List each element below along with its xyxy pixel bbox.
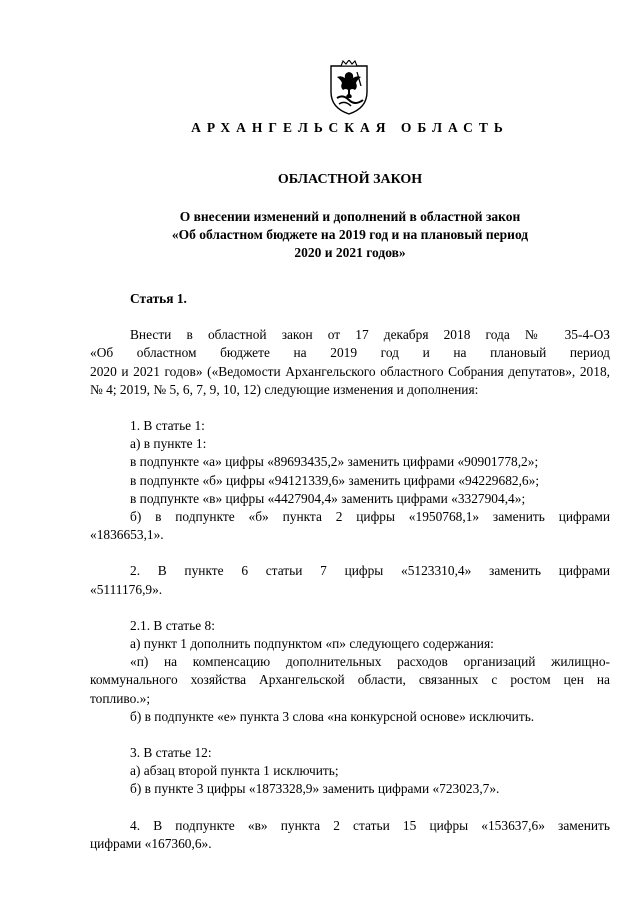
- section-2-1-quote: «п) на компенсацию дополнительных расходов организаций жилищно-: [130, 654, 610, 670]
- arkhangelsk-coat-of-arms-icon: [327, 60, 371, 116]
- section-4-paragraph-rest: цифрами «167360,6».: [90, 835, 212, 851]
- section-3-item-a: а) абзац второй пункта 1 исключить;: [130, 763, 339, 779]
- subject-line: 2020 и 2021 годов»: [294, 245, 406, 260]
- intro-paragraph-rest: 2020 и 2021 годов» («Ведомости Архангельского областного Собрания депутатов», 2018, № 4; 2019, № 5, 6, 7, 9, 10, 12) следующие изменения и дополнения:: [90, 363, 610, 397]
- section-2-1-item-a: а) пункт 1 дополнить подпунктом «п» следующего содержания:: [130, 636, 494, 652]
- section-2-1-item-b: б) в подпункте «е» пункта 3 слова «на конкурсной основе» исключить.: [130, 708, 535, 724]
- article-body: [90, 290, 610, 853]
- section-1-subitem: в подпункте «б» цифры «94121339,6» заменить цифрами «94229682,6»;: [130, 472, 540, 488]
- section-1-item-b: б) в подпункте «б» пункта 2 цифры «1950768,1» заменить цифрами: [130, 509, 610, 525]
- section-1-item-a: а) в пункте 1:: [130, 436, 207, 452]
- section-1-title: 1. В статье 1:: [130, 418, 205, 434]
- section-2-1-quote-line: коммунального хозяйства Архангельской области, связанных с ростом цен на: [90, 672, 610, 688]
- section-3-item-b: б) в пункте 3 цифры «1873328,9» заменить цифрами «723023,7».: [130, 781, 500, 797]
- region-name: АРХАНГЕЛЬСКАЯ ОБЛАСТЬ: [191, 120, 509, 135]
- article-heading: Статья 1.: [130, 291, 187, 306]
- section-3-title: 3. В статье 12:: [130, 745, 212, 761]
- section-4-paragraph: 4. В подпункте «в» пункта 2 статьи 15 цифры «153637,6» заменить: [130, 817, 610, 833]
- section-1-subitem: в подпункте «а» цифры «89693435,2» заменить цифрами «90901778,2»;: [130, 454, 539, 470]
- section-2-1-title: 2.1. В статье 8:: [130, 617, 215, 633]
- law-type-title: ОБЛАСТНОЙ ЗАКОН: [277, 172, 423, 187]
- section-2-paragraph: 2. В пункте 6 статьи 7 цифры «5123310,4» заменить цифрами: [130, 563, 610, 579]
- section-1-item-b-rest: «1836653,1».: [90, 527, 164, 543]
- intro-paragraph-line: «Об областном бюджете на 2019 год и на плановый период: [90, 345, 610, 361]
- intro-paragraph-line: Внести в областной закон от 17 декабря 2018 года № 35-4-ОЗ: [130, 327, 610, 343]
- section-2-1-quote-rest: топливо.»;: [90, 690, 151, 706]
- subject-line: «Об областном бюджете на 2019 год и на плановый период: [171, 227, 529, 242]
- subject-line: О внесении изменений и дополнений в областной закон: [179, 209, 521, 224]
- law-subject-title: [130, 208, 570, 262]
- section-2-paragraph-rest: «5111176,9».: [90, 581, 163, 597]
- section-1-subitem: в подпункте «в» цифры «4427904,4» заменить цифрами «3327904,4»;: [130, 490, 526, 506]
